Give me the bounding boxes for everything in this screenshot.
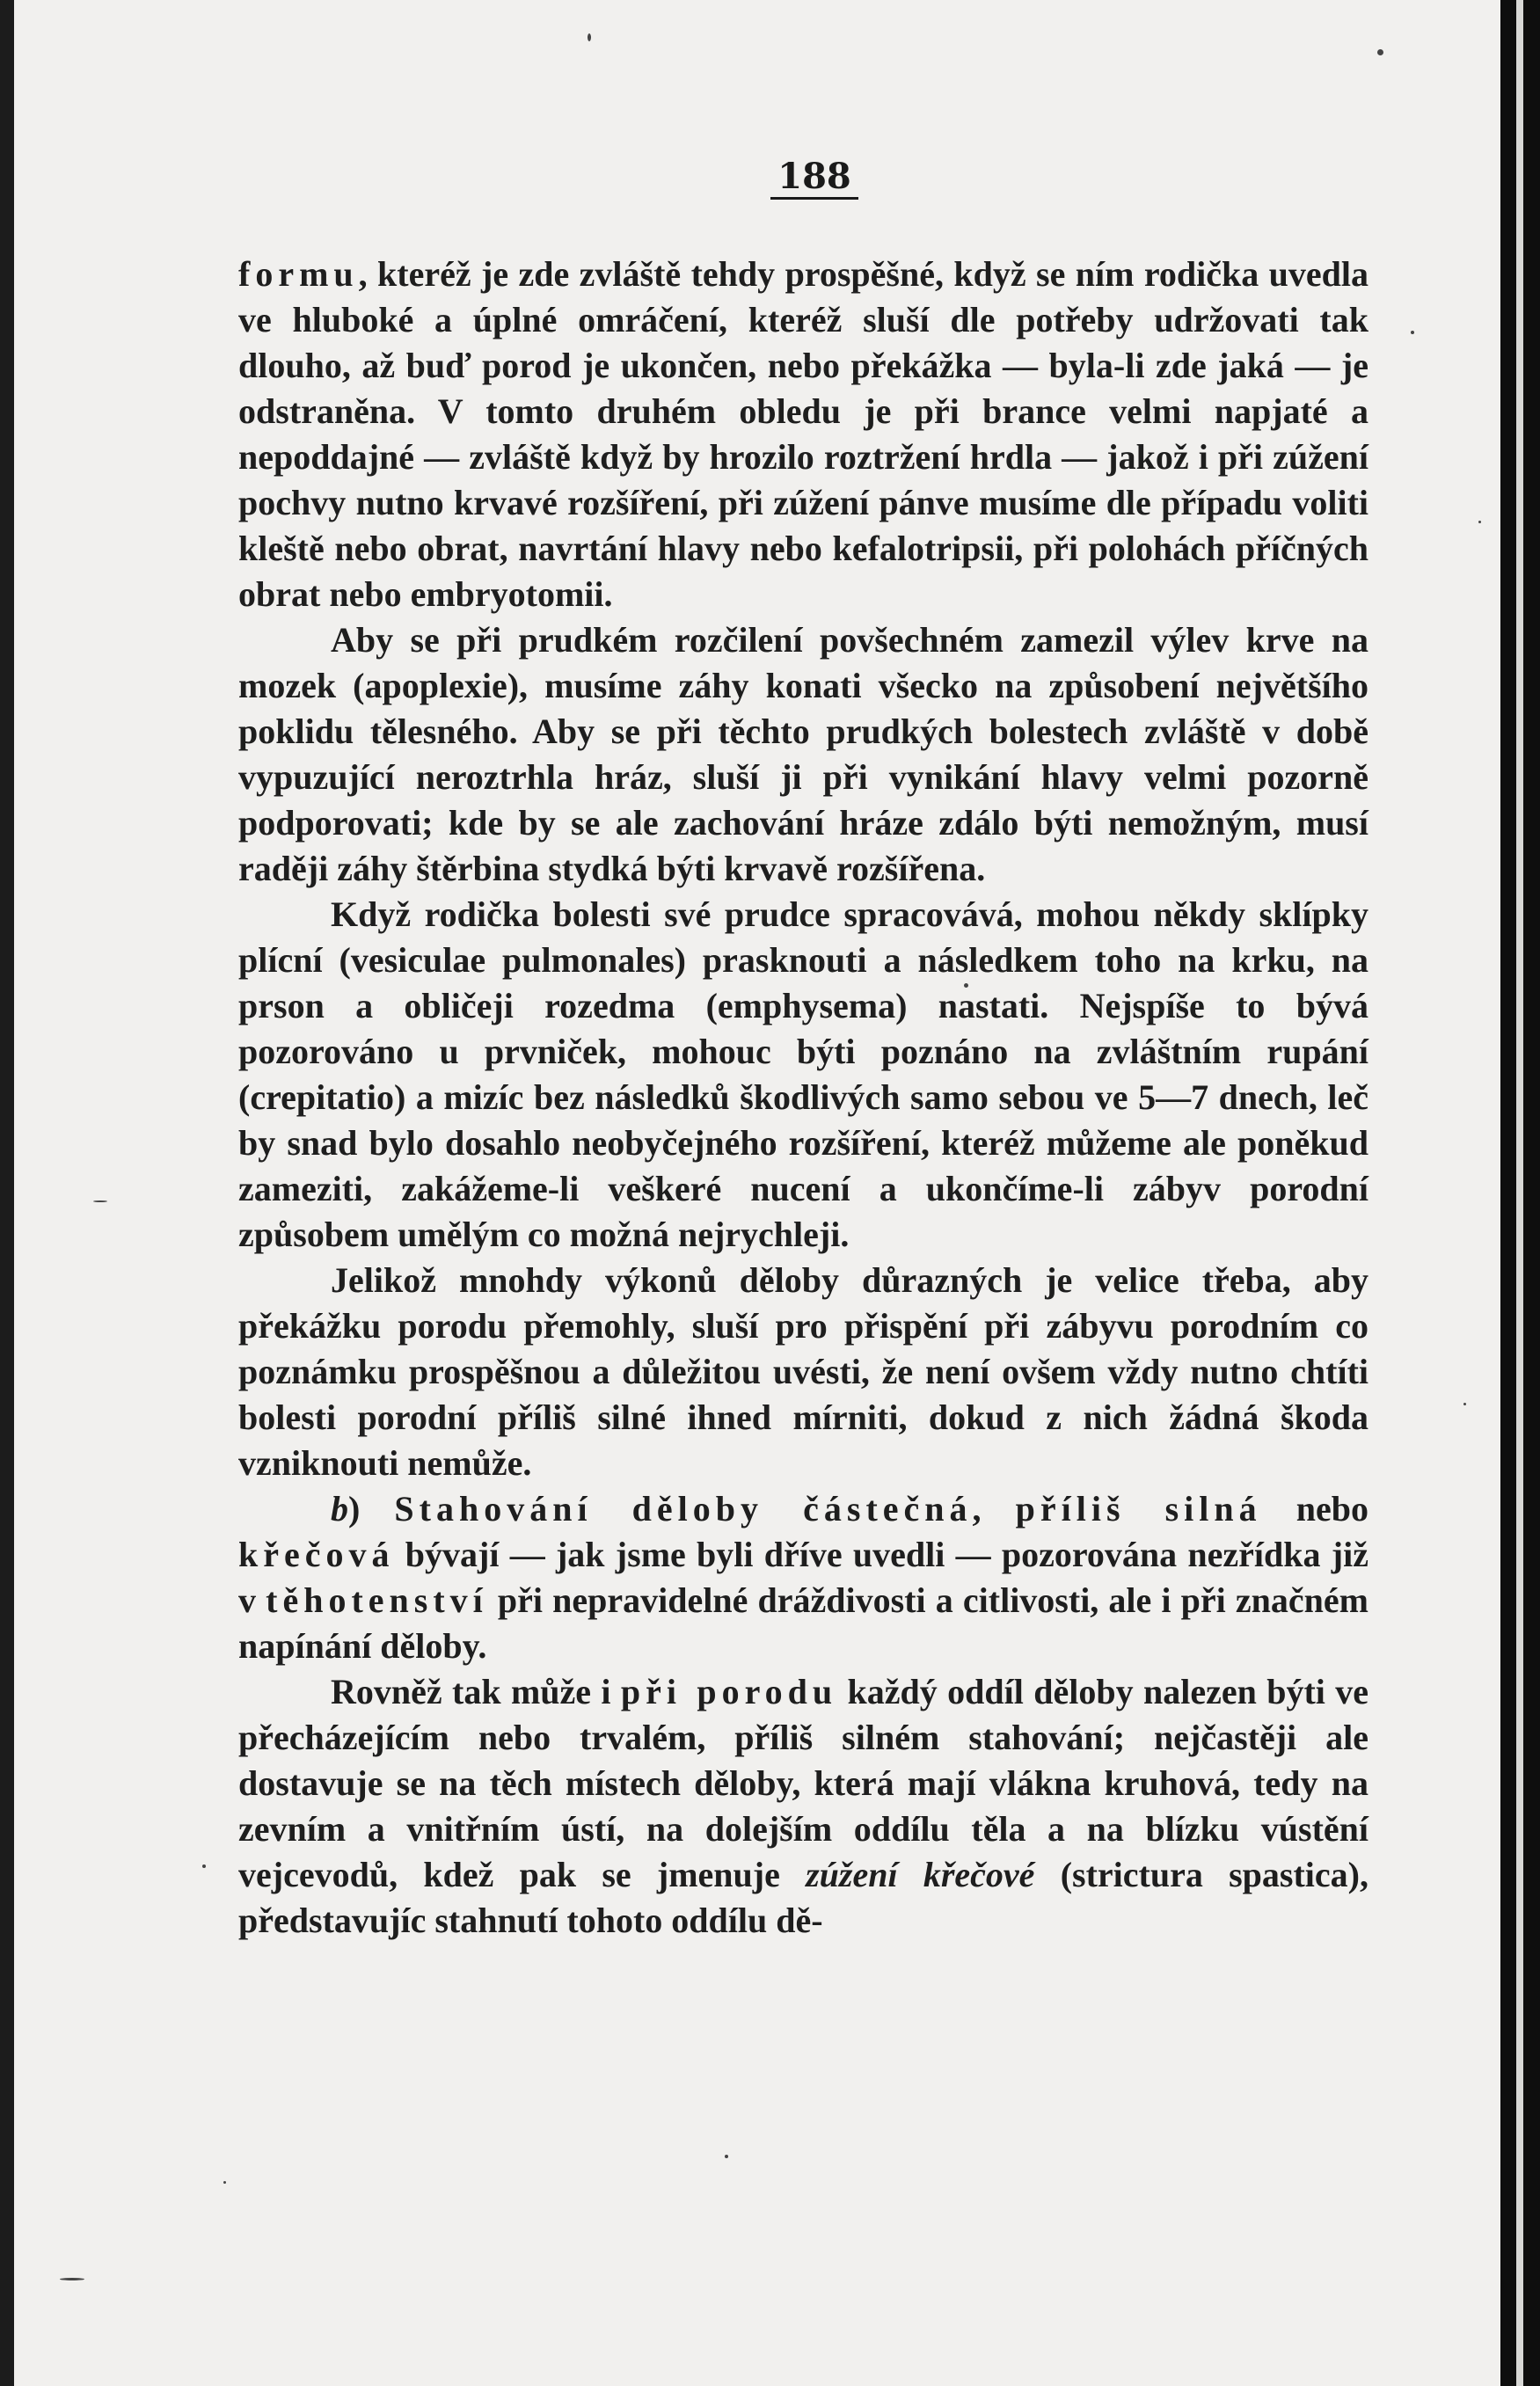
text-run: každý oddíl děloby nalezen býti ve přecházejícím nebo trvalém, příliš silném stahování; nejčastěji ale dostavuje se na těch místech děloby, která mají vlákna kruhová, tedy na zevním a vnitřním ústí, na dolejším oddílu těla a na blízku vústění vejcevodů, kdež pak se jmenuje xyxy=(238,1672,1369,1894)
spaced-emphasis: křečová xyxy=(238,1535,395,1574)
text-run: (strictura spastica), představujíc stahnutí tohoto oddílu dě- xyxy=(238,1855,1368,1940)
italic-term: zúžení křečové xyxy=(806,1855,1035,1894)
text-run: Aby se při prudkém rozčilení povšechném zamezil výlev krve na mozek (apoplexie), musíme záhy konati všecko na způsobení největšího poklidu tělesného. Aby se při těchto prudkých bolestech zvláště v době vypuzující neroztrhla hráz, sluší ji při vynikání hlavy velmi pozorně podporovati; kde by se ale zachování hráze zdálo býti nemožným, musí raději záhy štěrbina stydká býti krvavě rozšířena. xyxy=(238,620,1368,888)
paragraph xyxy=(238,617,1368,892)
text-run: Když rodička bolesti své prudce spracovává, mohou někdy sklípky plícní (vesiculae pulmonales) prasknouti a následkem toho na krku, na prson a obličeji rozedma (emphysema) nastati. Nejspíše to bývá pozorováno u prvniček, mohouc býti poznáno na zvláštním rupání (crepitatio) a mizíc bez následků škodlivých samo sebou ve 5—7 dnech, leč by snad bylo dosahlo neobyčejného rozšíření, kteréž můžeme ale poněkud zameziti, zakážeme-li veškeré nucení a ukončíme-li zábyv porodní způsobem umělým co možná nejrychleji. xyxy=(238,894,1368,1254)
text-run: Rovněž tak může i xyxy=(331,1672,621,1711)
spaced-emphasis: při porodu xyxy=(620,1672,838,1711)
next-page-edge xyxy=(1516,0,1523,2386)
paragraph xyxy=(238,1669,1368,1944)
paragraph xyxy=(238,1486,1368,1669)
page-number: 188 xyxy=(770,157,858,200)
text-run: ) xyxy=(348,1489,395,1529)
spaced-emphasis: Stahování děloby částečná xyxy=(394,1489,973,1529)
body-text xyxy=(238,252,1368,1944)
spaced-emphasis: příliš silná xyxy=(1015,1489,1262,1529)
italic-term: b xyxy=(331,1489,348,1529)
paragraph xyxy=(238,1258,1368,1486)
text-run: , xyxy=(972,1489,1016,1529)
text-run: při nepravidelné dráždivosti a citlivosti, ale i při značném napínání děloby. xyxy=(238,1580,1368,1666)
text-run: Jelikož mnohdy výkonů děloby důrazných je velice třeba, aby překážku porodu přemohly, sluší pro přispění při zábyvu porodním co poznámku prospěšnou a důležitou uvésti, že není ovšem vždy nutno chtíti bolesti porodní příliš silné ihned mírniti, dokud z nich žádná škoda vzniknouti nemůže. xyxy=(238,1260,1368,1483)
paragraph xyxy=(238,252,1368,617)
text-run: , kteréž je zde zvláště tehdy prospěšné, když se ním rodička uvedla ve hluboké a úplné omráčení, kteréž sluší dle potřeby udržovati tak dlouho, až buď porod je ukončen, nebo překážka — byla-li zde jaká — je odstraněna. V tomto druhém obledu je při brance velmi napjaté a nepoddajné — zvláště když by hrozilo roztržení hrdla — jakož i při zúžení pochvy nutno krvavé rozšíření, při zúžení pánve musíme dle případu voliti kleště nebo obrat, navrtání hlavy nebo kefalotripsii, při polohách příčných obrat nebo embryotomii. xyxy=(238,254,1368,614)
text-run: nebo xyxy=(1261,1489,1369,1529)
book-page xyxy=(14,0,1500,2386)
spaced-emphasis: formu xyxy=(238,254,359,294)
paragraph xyxy=(238,892,1368,1258)
text-run: bývají — jak jsme byli dříve uvedli — pozorována nezřídka již v xyxy=(238,1535,1368,1620)
spaced-emphasis: těhotenství xyxy=(266,1580,488,1620)
